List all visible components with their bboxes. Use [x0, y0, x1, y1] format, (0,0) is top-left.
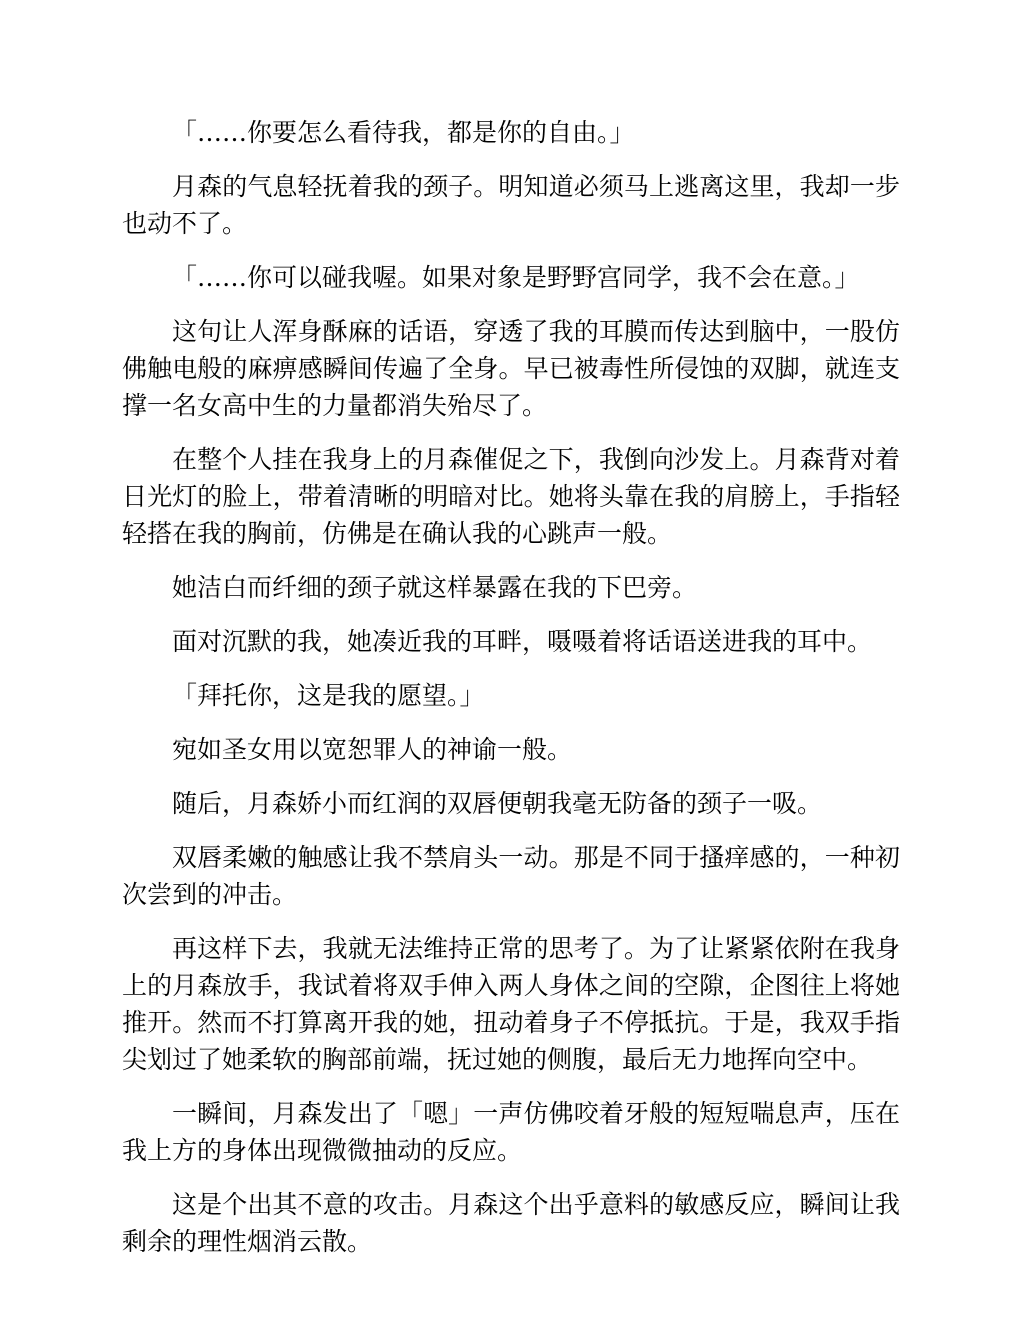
- paragraph: 再这样下去，我就无法维持正常的思考了。为了让紧紧依附在我身上的月森放手，我试着将双手伸入两人身体之间的空隙，企图往上将她推开。然而不打算离开我的她，扭动着身子不停抵抗。于是，我双手指尖划过了她柔软的胸部前端，抚过她的侧腹，最后无力地挥向空中。: [122, 934, 900, 1074]
- paragraph: 一瞬间，月森发出了「嗯」一声仿佛咬着牙般的短短喘息声，压在我上方的身体出现微微抽动的反应。: [122, 1099, 900, 1165]
- paragraph: 宛如圣女用以宽恕罪人的神谕一般。: [172, 735, 573, 764]
- paragraph: 「……你可以碰我喔。如果对象是野野宫同学，我不会在意。」: [172, 263, 860, 292]
- paragraph: 这句让人浑身酥麻的话语，穿透了我的耳膜而传达到脑中，一股仿佛触电般的麻痹感瞬间传遍了全身。早已被毒性所侵蚀的双脚，就连支撑一名女高中生的力量都消失殆尽了。: [122, 317, 900, 420]
- document-page: [122, 114, 900, 1277]
- paragraph: 她洁白而纤细的颈子就这样暴露在我的下巴旁。: [172, 573, 698, 602]
- paragraph: 这是个出其不意的攻击。月森这个出乎意料的敏感反应，瞬间让我剩余的理性烟消云散。: [122, 1190, 900, 1256]
- paragraph: 双唇柔嫩的触感让我不禁肩头一动。那是不同于搔痒感的，一种初次尝到的冲击。: [122, 843, 900, 909]
- paragraph: 「……你要怎么看待我，都是你的自由。」: [172, 118, 635, 147]
- paragraph: 在整个人挂在我身上的月森催促之下，我倒向沙发上。月森背对着日光灯的脸上，带着清晰的明暗对比。她将头靠在我的肩膀上，手指轻轻搭在我的胸前，仿佛是在确认我的心跳声一般。: [122, 445, 900, 548]
- paragraph: 「拜托你，这是我的愿望。」: [172, 681, 485, 710]
- paragraph: 月森的气息轻抚着我的颈子。明知道必须马上逃离这里，我却一步也动不了。: [122, 172, 900, 238]
- paragraph: 面对沉默的我，她凑近我的耳畔，嗫嗫着将话语送进我的耳中。: [172, 627, 873, 656]
- paragraph: 随后，月森娇小而红润的双唇便朝我毫无防备的颈子一吸。: [172, 789, 823, 818]
